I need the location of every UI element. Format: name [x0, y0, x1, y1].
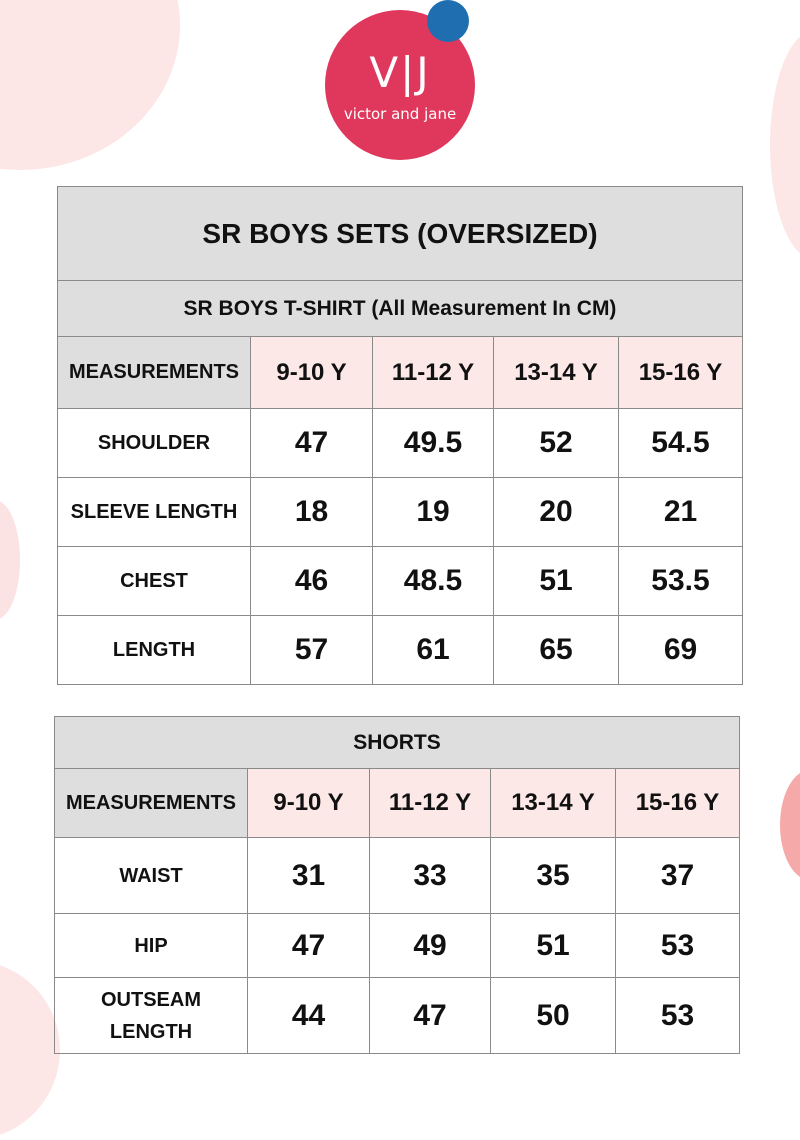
header-measurements: MEASUREMENTS	[55, 769, 248, 838]
cell-value: 50	[491, 978, 616, 1054]
logo-dot-icon	[427, 0, 469, 42]
cell-value: 35	[491, 838, 616, 914]
cell-value: 53.5	[619, 547, 743, 616]
cell-value: 46	[251, 547, 373, 616]
cell-value: 19	[373, 478, 494, 547]
brand-mark: V|J	[369, 48, 431, 97]
cell-value: 57	[251, 616, 373, 685]
header-size: 11-12 Y	[373, 337, 494, 409]
table-row	[58, 409, 743, 478]
row-label: CHEST	[58, 547, 251, 616]
cell-value: 69	[619, 616, 743, 685]
shorts-size-table	[54, 716, 740, 1054]
cell-value: 61	[373, 616, 494, 685]
brand-name: victor and jane	[343, 105, 457, 123]
cell-value: 31	[248, 838, 370, 914]
cell-value: 37	[616, 838, 740, 914]
header-size: 13-14 Y	[491, 769, 616, 838]
table-row	[55, 914, 740, 978]
table-title: SHORTS	[55, 717, 740, 769]
cell-value: 18	[251, 478, 373, 547]
row-label: HIP	[55, 914, 248, 978]
table-row	[58, 547, 743, 616]
header-measurements: MEASUREMENTS	[58, 337, 251, 409]
row-label: LENGTH	[58, 616, 251, 685]
header-size: 9-10 Y	[248, 769, 370, 838]
cell-value: 47	[251, 409, 373, 478]
cell-value: 33	[370, 838, 491, 914]
cell-value: 21	[619, 478, 743, 547]
cell-value: 49.5	[373, 409, 494, 478]
row-label: SLEEVE LENGTH	[58, 478, 251, 547]
cell-value: 54.5	[619, 409, 743, 478]
cell-value: 48.5	[373, 547, 494, 616]
decor-blob	[0, 500, 20, 620]
header-size: 9-10 Y	[251, 337, 373, 409]
row-label: OUTSEAM LENGTH	[55, 978, 248, 1054]
cell-value: 49	[370, 914, 491, 978]
cell-value: 20	[494, 478, 619, 547]
header-size: 11-12 Y	[370, 769, 491, 838]
decor-blob	[0, 0, 180, 170]
table-row	[55, 978, 740, 1054]
table-title: SR BOYS SETS (OVERSIZED)	[58, 187, 743, 281]
cell-value: 52	[494, 409, 619, 478]
header-size: 15-16 Y	[616, 769, 740, 838]
header-size: 13-14 Y	[494, 337, 619, 409]
header-size: 15-16 Y	[619, 337, 743, 409]
cell-value: 53	[616, 914, 740, 978]
row-label: SHOULDER	[58, 409, 251, 478]
decor-blob	[780, 770, 800, 880]
table-row	[58, 478, 743, 547]
cell-value: 51	[494, 547, 619, 616]
decor-blob	[0, 960, 60, 1140]
cell-value: 65	[494, 616, 619, 685]
decor-blob	[770, 30, 800, 260]
table-subtitle: SR BOYS T-SHIRT (All Measurement In CM)	[58, 281, 743, 337]
tshirt-size-table	[57, 186, 743, 685]
cell-value: 47	[248, 914, 370, 978]
cell-value: 47	[370, 978, 491, 1054]
table-row	[55, 838, 740, 914]
cell-value: 53	[616, 978, 740, 1054]
row-label: WAIST	[55, 838, 248, 914]
cell-value: 44	[248, 978, 370, 1054]
table-row	[58, 616, 743, 685]
cell-value: 51	[491, 914, 616, 978]
